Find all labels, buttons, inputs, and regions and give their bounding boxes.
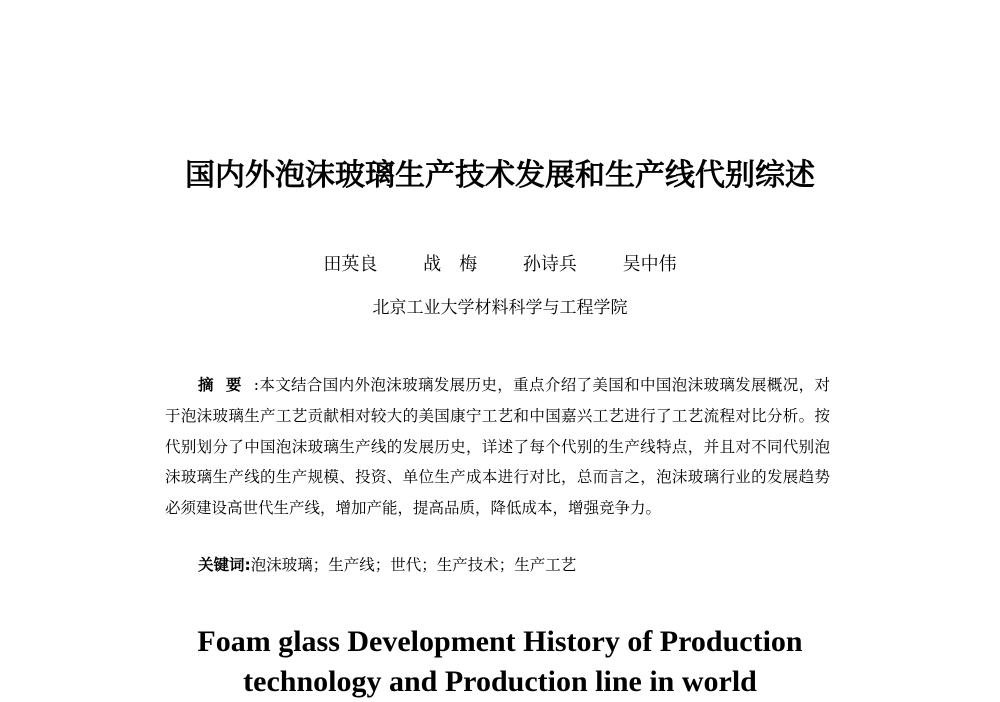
chinese-title: 国内外泡沫玻璃生产技术发展和生产线代别综述 <box>185 158 815 193</box>
abstract-colon: : <box>253 376 259 394</box>
english-title-line-2: technology and Production line in world <box>243 665 757 698</box>
abstract-label: 摘要 <box>198 376 254 394</box>
author-name: 田英良 <box>323 254 378 275</box>
keywords-label: 关键词: <box>198 556 251 574</box>
author-name: 战 梅 <box>423 254 478 275</box>
author-name: 吴中伟 <box>622 254 677 275</box>
abstract-text: 本文结合国内外泡沫玻璃发展历史，重点介绍了美国和中国泡沫玻璃发展概况，对于泡沫玻璃生产工艺贡献相对较大的美国康宁工艺和中国嘉兴工艺进行了工艺流程对比分析。按代别划分了中国泡沫玻璃生产线的发展历史，详述了每个代别的生产线特点，并且对不同代别泡沫玻璃生产线的生产规模、投资、单位生产成本进行对比，总而言之，泡沫玻璃行业的发展趋势必须建设高世代生产线，增加产能，提高品质，降低成本，增强竞争力。 <box>165 376 830 518</box>
affiliation: 北京工业大学材料科学与工程学院 <box>372 298 628 318</box>
abstract-block <box>165 370 830 524</box>
keywords-text: 泡沫玻璃；生产线；世代；生产技术；生产工艺 <box>250 556 577 574</box>
english-title <box>0 622 1000 702</box>
author-list <box>0 250 1000 276</box>
author-name: 孙诗兵 <box>522 254 577 275</box>
english-title-line-1: Foam glass Development History of Production <box>197 625 803 658</box>
keywords-block <box>198 553 576 575</box>
